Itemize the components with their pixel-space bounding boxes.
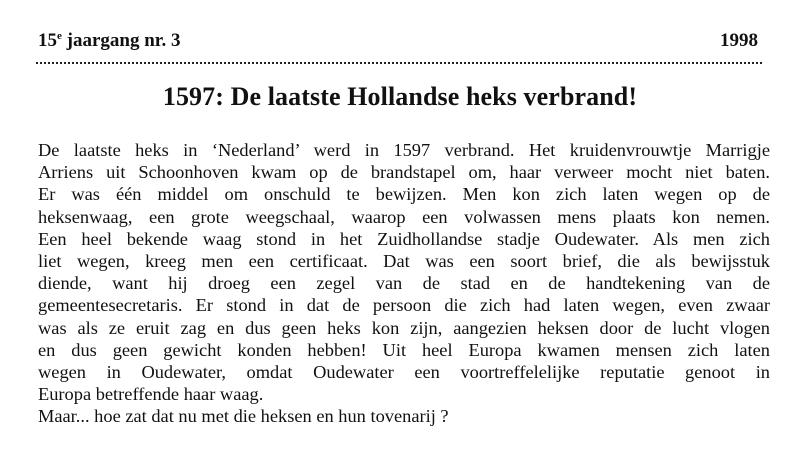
body-line: en dus geen gewicht konden hebben! Uit heel Europa kwamen mensen zich laten — [38, 339, 770, 360]
body-line: was als ze eruit zag en dus geen heks kon zijn, aangezien heksen door de lucht vlogen — [38, 317, 770, 338]
body-line: gemeentesecretaris. Er stond in dat de persoon die zich had laten wegen, even zwaar — [38, 295, 770, 316]
body-line: Er was één middel om onschuld te bewijzen. Men kon zich laten wegen op de — [38, 184, 770, 205]
header-divider — [36, 62, 762, 64]
article-body — [38, 139, 770, 428]
body-line: Arriens uit Schoonhoven kwam op de brandstapel om, haar verweer mocht niet baten. — [38, 162, 770, 183]
body-line: liet wegen, kreeg men een certificaat. Dat was een soort brief, die als bewijsstuk — [38, 251, 770, 272]
body-line: Een heel bekende waag stond in het Zuidhollandse stadje Oudewater. Als men zich — [38, 228, 770, 249]
body-line: wegen in Oudewater, omdat Oudewater een voortreffelelijke reputatie genoot in — [38, 362, 770, 383]
issue-suffix: jaargang nr. 3 — [61, 30, 181, 51]
issue-number: 15 — [38, 30, 57, 51]
body-line: Europa betreffende haar waag. — [38, 384, 264, 405]
body-line: Maar... hoe zat dat nu met die heksen en hun tovenarij ? — [38, 406, 449, 427]
body-line: heksenwaag, een grote weegschaal, waarop een volwassen mens plaats kon nemen. — [38, 206, 770, 227]
issue-label — [38, 30, 180, 52]
article-title: 1597: De laatste Hollandse heks verbrand! — [162, 82, 638, 111]
issue-superscript: e — [57, 30, 62, 42]
page-header — [38, 30, 758, 56]
body-line: De laatste heks in ‘Nederland’ werd in 1597 verbrand. Het kruidenvrouwtje Marrigje — [38, 140, 770, 160]
issue-year: 1998 — [720, 30, 758, 51]
body-line: diende, want hij droeg een zegel van de stad en de handtekening van de — [38, 273, 770, 294]
